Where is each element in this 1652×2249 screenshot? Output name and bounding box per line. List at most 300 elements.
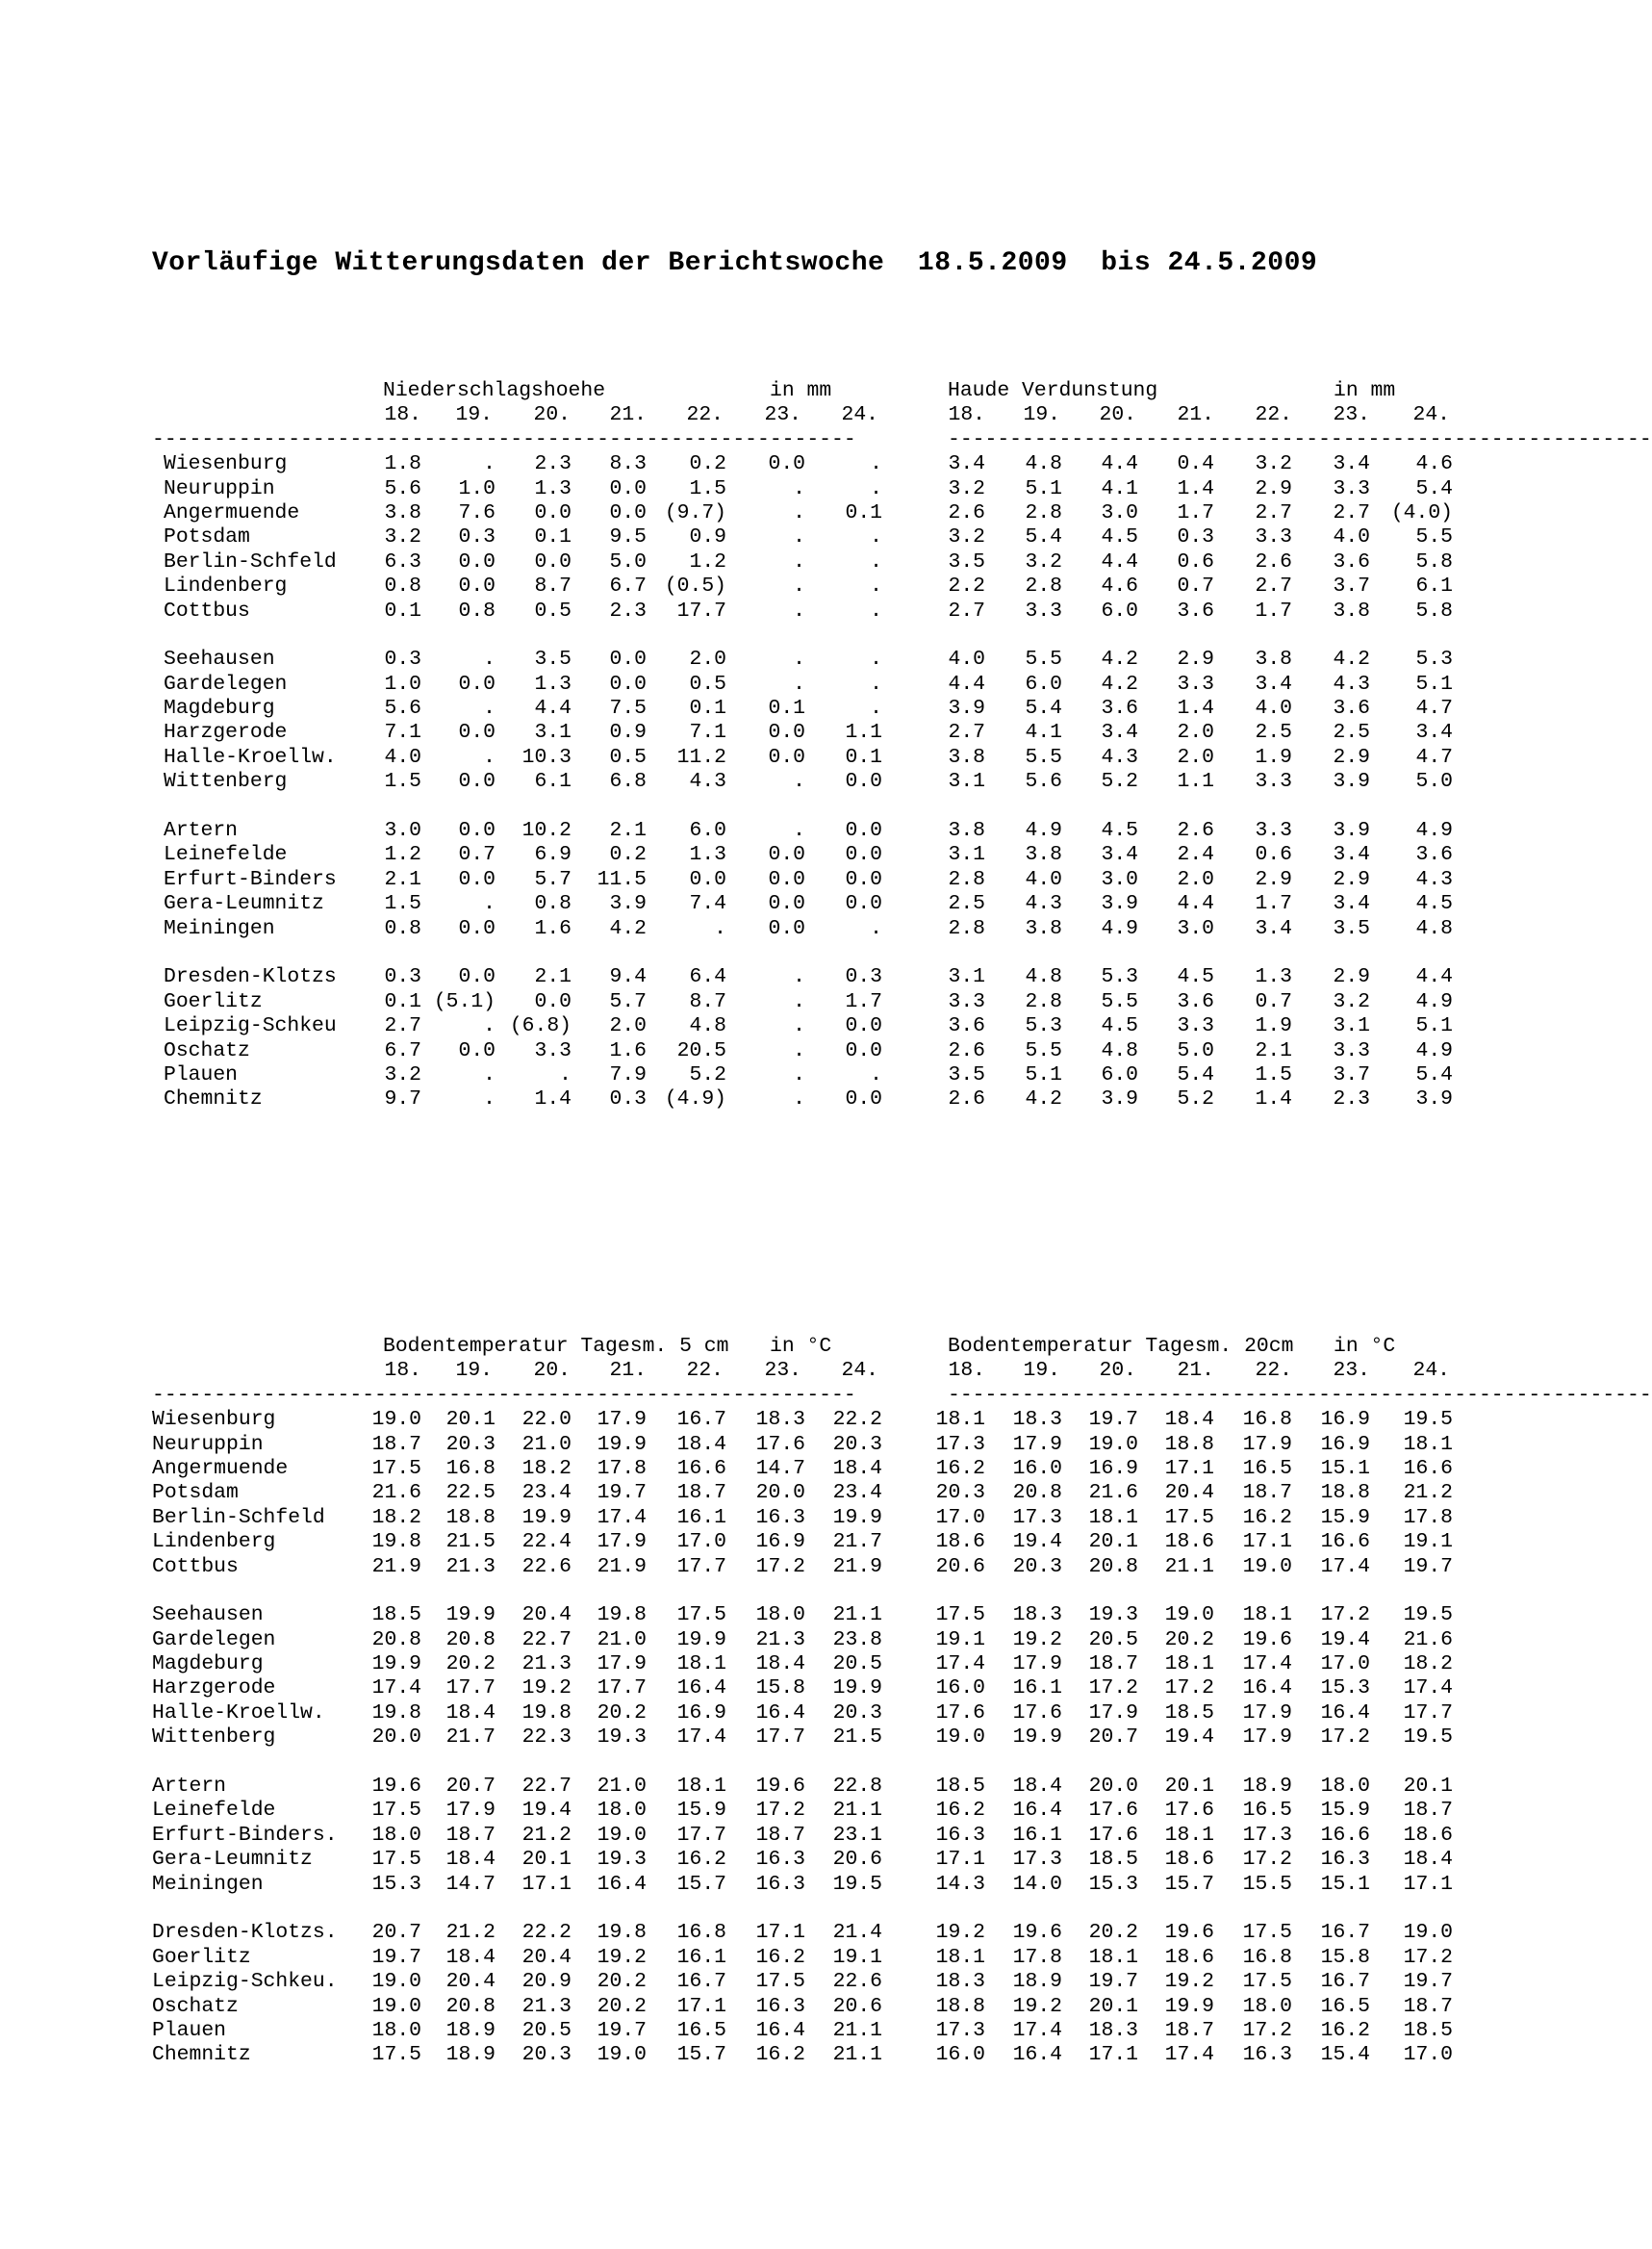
- value-cell: 0.1: [384, 989, 421, 1013]
- value-cell: 16.3: [755, 1872, 805, 1896]
- value-cell: 4.4: [1101, 549, 1138, 574]
- value-cell: 19.0: [597, 2043, 647, 2067]
- right-unit: in °C: [1334, 1335, 1396, 1358]
- table-row: [0, 477, 1590, 501]
- value-cell: 4.0: [1255, 697, 1292, 721]
- value-cell: 0.0: [768, 892, 805, 916]
- value-cell: 5.0: [1177, 1038, 1214, 1062]
- value-cell: 15.3: [1088, 1872, 1138, 1896]
- value-cell: 15.4: [1320, 2043, 1370, 2067]
- value-cell: 16.2: [1320, 2018, 1370, 2042]
- value-cell: 0.3: [1177, 525, 1214, 549]
- value-cell: 0.0: [609, 672, 647, 696]
- value-cell: 3.6: [1101, 697, 1138, 721]
- value-cell: 0.7: [1255, 989, 1292, 1013]
- value-cell: 3.3: [1177, 1014, 1214, 1038]
- value-cell: 19.8: [371, 1700, 421, 1725]
- value-cell: 19.0: [1403, 1921, 1453, 1945]
- day-header: 20.: [533, 403, 571, 427]
- value-cell: 2.9: [1333, 867, 1370, 891]
- value-cell: 3.6: [1333, 549, 1370, 574]
- value-cell: 2.8: [1025, 500, 1062, 524]
- value-cell: 17.4: [676, 1725, 726, 1750]
- left-caption: Bodentemperatur Tagesm. 5 cm: [383, 1335, 729, 1358]
- station-name: Cottbus: [164, 599, 250, 623]
- table-row: [0, 1725, 1590, 1750]
- value-cell: 16.3: [1320, 1848, 1370, 1872]
- value-cell: 20.1: [521, 1848, 572, 1872]
- table-row: [0, 1676, 1590, 1700]
- value-cell: 14.0: [1012, 1872, 1062, 1896]
- station-name: Oschatz: [152, 1994, 239, 2018]
- table-row: [0, 600, 1590, 624]
- value-cell: 5.2: [689, 1062, 726, 1086]
- value-cell: 4.5: [1415, 892, 1453, 916]
- right-caption: Haude Verdunstung: [948, 379, 1158, 402]
- value-cell: 21.7: [445, 1725, 496, 1750]
- value-cell: 20.5: [676, 1038, 726, 1062]
- value-cell: 17.4: [371, 1676, 421, 1700]
- value-cell: 19.6: [1242, 1627, 1292, 1651]
- value-cell: 0.0: [845, 770, 882, 794]
- value-cell: 21.3: [521, 1994, 572, 2018]
- value-cell: 19.9: [1164, 1994, 1214, 2018]
- value-cell: 17.5: [371, 1456, 421, 1480]
- value-cell: 11.5: [597, 867, 647, 891]
- caption-row: [0, 379, 1590, 403]
- value-cell: 18.7: [755, 1823, 805, 1847]
- value-cell: .: [483, 892, 496, 916]
- value-cell: 20.1: [1088, 1530, 1138, 1554]
- value-cell: 17.2: [1164, 1676, 1214, 1700]
- value-cell: 5.1: [1415, 672, 1453, 696]
- group-spacer: [0, 624, 1590, 648]
- value-cell: 16.1: [676, 1505, 726, 1529]
- station-name: Gera-Leumnitz: [152, 1848, 313, 1872]
- value-cell: 0.8: [458, 599, 496, 623]
- value-cell: 16.4: [755, 1700, 805, 1725]
- station-name: Neuruppin: [152, 1432, 264, 1456]
- value-cell: 3.6: [948, 1014, 985, 1038]
- value-cell: 7.4: [689, 892, 726, 916]
- value-cell: 0.0: [458, 916, 496, 940]
- value-cell: .: [870, 697, 882, 721]
- station-name: Chemnitz: [152, 2043, 251, 2067]
- value-cell: 22.2: [832, 1408, 882, 1432]
- value-cell: 3.0: [1177, 916, 1214, 940]
- value-cell: 5.1: [1025, 476, 1062, 500]
- value-cell: 20.4: [521, 1603, 572, 1627]
- value-cell: 22.7: [521, 1627, 572, 1651]
- value-cell: 1.9: [1255, 1014, 1292, 1038]
- value-cell: 18.4: [755, 1652, 805, 1676]
- left-unit: in °C: [770, 1335, 832, 1358]
- value-cell: 20.3: [832, 1700, 882, 1725]
- divider: ---------------------------------------------------------: [948, 427, 1652, 451]
- value-cell: .: [793, 1014, 805, 1038]
- value-cell: 17.9: [1242, 1700, 1292, 1725]
- value-cell: 1.1: [845, 721, 882, 745]
- value-cell: 5.4: [1025, 525, 1062, 549]
- value-cell: 1.4: [1255, 1087, 1292, 1112]
- value-cell: 16.2: [935, 1456, 985, 1480]
- value-cell: .: [483, 1014, 496, 1038]
- value-cell: (4.9): [664, 1087, 726, 1112]
- value-cell: 19.5: [1403, 1603, 1453, 1627]
- value-cell: 22.4: [521, 1530, 572, 1554]
- day-header: 23.: [1333, 403, 1370, 427]
- value-cell: 4.9: [1415, 1038, 1453, 1062]
- value-cell: 2.9: [1333, 965, 1370, 989]
- value-cell: 18.9: [1012, 1970, 1062, 1994]
- value-cell: (6.8): [509, 1014, 572, 1038]
- value-cell: 19.7: [371, 1945, 421, 1969]
- value-cell: 19.9: [371, 1652, 421, 1676]
- value-cell: 0.3: [458, 525, 496, 549]
- value-cell: 0.0: [768, 745, 805, 769]
- value-cell: 3.8: [1025, 916, 1062, 940]
- value-cell: 14.3: [935, 1872, 985, 1896]
- value-cell: 18.0: [1242, 1994, 1292, 2018]
- value-cell: 18.6: [1403, 1823, 1453, 1847]
- value-cell: 21.6: [371, 1481, 421, 1505]
- value-cell: 0.7: [1177, 575, 1214, 599]
- value-cell: .: [870, 916, 882, 940]
- value-cell: 0.0: [534, 500, 572, 524]
- day-header: 18.: [384, 403, 421, 427]
- value-cell: 21.5: [832, 1725, 882, 1750]
- value-cell: 4.8: [1415, 916, 1453, 940]
- value-cell: 20.3: [445, 1432, 496, 1456]
- value-cell: 17.2: [1320, 1725, 1370, 1750]
- value-cell: 4.5: [1177, 965, 1214, 989]
- value-cell: 16.6: [1320, 1530, 1370, 1554]
- station-name: Dresden-Klotzs.: [152, 1921, 338, 1945]
- value-cell: 17.4: [1242, 1652, 1292, 1676]
- value-cell: 2.6: [948, 500, 985, 524]
- day-header: 22.: [686, 403, 724, 427]
- precipitation-evaporation-table: [0, 379, 1652, 1112]
- value-cell: 19.4: [1320, 1627, 1370, 1651]
- value-cell: 21.6: [1088, 1481, 1138, 1505]
- value-cell: 20.2: [1088, 1921, 1138, 1945]
- value-cell: 0.0: [845, 867, 882, 891]
- value-cell: 19.6: [755, 1775, 805, 1799]
- value-cell: 20.1: [1403, 1775, 1453, 1799]
- value-cell: 18.1: [1088, 1945, 1138, 1969]
- value-cell: 19.9: [676, 1627, 726, 1651]
- value-cell: 11.2: [676, 745, 726, 769]
- station-name: Goerlitz: [152, 1945, 251, 1969]
- value-cell: 21.6: [1403, 1627, 1453, 1651]
- value-cell: 3.8: [1025, 843, 1062, 867]
- value-cell: 17.7: [676, 1823, 726, 1847]
- value-cell: 9.5: [609, 525, 647, 549]
- value-cell: 0.2: [689, 452, 726, 476]
- value-cell: 19.0: [1164, 1603, 1214, 1627]
- value-cell: 1.7: [1255, 599, 1292, 623]
- value-cell: 3.1: [1333, 1014, 1370, 1038]
- table-row: [0, 2043, 1590, 2067]
- table-row: [0, 575, 1590, 599]
- table-row: [0, 673, 1590, 697]
- value-cell: 0.0: [768, 843, 805, 867]
- value-cell: 19.7: [1088, 1408, 1138, 1432]
- value-cell: 20.6: [935, 1554, 985, 1578]
- station-name: Wiesenburg: [164, 452, 288, 476]
- table-row: [0, 1873, 1590, 1897]
- value-cell: 8.3: [609, 452, 647, 476]
- value-cell: 4.0: [384, 745, 421, 769]
- value-cell: 7.1: [384, 721, 421, 745]
- value-cell: 20.6: [832, 1994, 882, 2018]
- station-name: Wittenberg: [152, 1725, 276, 1750]
- value-cell: 18.4: [676, 1432, 726, 1456]
- station-name: Leinefelde: [164, 843, 288, 867]
- value-cell: 3.2: [1333, 989, 1370, 1013]
- value-cell: 20.2: [597, 1994, 647, 2018]
- value-cell: 4.3: [1333, 672, 1370, 696]
- value-cell: 19.8: [371, 1530, 421, 1554]
- value-cell: 3.1: [948, 965, 985, 989]
- value-cell: 19.7: [1088, 1970, 1138, 1994]
- value-cell: 3.9: [948, 697, 985, 721]
- value-cell: 3.8: [948, 745, 985, 769]
- value-cell: 19.3: [1088, 1603, 1138, 1627]
- value-cell: 18.4: [445, 1945, 496, 1969]
- value-cell: 17.5: [371, 1848, 421, 1872]
- value-cell: .: [483, 1087, 496, 1112]
- value-cell: 1.5: [689, 476, 726, 500]
- value-cell: 20.0: [755, 1481, 805, 1505]
- value-cell: 18.3: [755, 1408, 805, 1432]
- value-cell: 2.0: [1177, 745, 1214, 769]
- value-cell: 1.6: [609, 1038, 647, 1062]
- value-cell: 1.2: [384, 843, 421, 867]
- value-cell: 2.3: [609, 599, 647, 623]
- value-cell: 4.5: [1101, 525, 1138, 549]
- value-cell: 3.2: [948, 476, 985, 500]
- value-cell: 20.3: [832, 1432, 882, 1456]
- value-cell: 0.8: [384, 575, 421, 599]
- value-cell: 0.0: [609, 648, 647, 672]
- value-cell: 2.7: [384, 1014, 421, 1038]
- table-row: [0, 843, 1590, 867]
- value-cell: 21.4: [832, 1921, 882, 1945]
- value-cell: 0.0: [458, 965, 496, 989]
- day-header: 19.: [455, 403, 493, 427]
- value-cell: .: [793, 648, 805, 672]
- value-cell: 6.0: [1101, 599, 1138, 623]
- value-cell: 20.7: [371, 1921, 421, 1945]
- value-cell: 3.5: [534, 648, 572, 672]
- value-cell: 18.1: [1242, 1603, 1292, 1627]
- value-cell: 20.4: [1164, 1481, 1214, 1505]
- table-row: [0, 1775, 1590, 1799]
- value-cell: 2.0: [609, 1014, 647, 1038]
- value-cell: 16.4: [1012, 1799, 1062, 1823]
- value-cell: 20.2: [597, 1700, 647, 1725]
- value-cell: 17.8: [597, 1456, 647, 1480]
- value-cell: 17.4: [1403, 1676, 1453, 1700]
- value-cell: 18.4: [1403, 1848, 1453, 1872]
- value-cell: 17.0: [676, 1530, 726, 1554]
- value-cell: 21.3: [445, 1554, 496, 1578]
- value-cell: 19.0: [371, 1994, 421, 2018]
- value-cell: 10.3: [521, 745, 572, 769]
- value-cell: 16.7: [1320, 1970, 1370, 1994]
- value-cell: 17.7: [445, 1676, 496, 1700]
- value-cell: 17.5: [1242, 1921, 1292, 1945]
- value-cell: 17.1: [1088, 2043, 1138, 2067]
- value-cell: 5.7: [609, 989, 647, 1013]
- value-cell: 0.0: [458, 672, 496, 696]
- value-cell: .: [793, 965, 805, 989]
- value-cell: 16.7: [676, 1970, 726, 1994]
- day-header: 24.: [841, 1359, 878, 1383]
- station-name: Berlin-Schfeld: [152, 1505, 325, 1529]
- value-cell: 17.9: [597, 1530, 647, 1554]
- value-cell: 21.1: [832, 1603, 882, 1627]
- value-cell: 19.7: [1403, 1970, 1453, 1994]
- value-cell: 19.2: [597, 1945, 647, 1969]
- value-cell: (9.7): [664, 500, 726, 524]
- value-cell: 2.5: [1255, 721, 1292, 745]
- value-cell: 16.7: [1320, 1921, 1370, 1945]
- station-name: Halle-Kroellw.: [164, 745, 337, 769]
- value-cell: 17.5: [371, 2043, 421, 2067]
- value-cell: 3.9: [1101, 1087, 1138, 1112]
- table-row: [0, 1039, 1590, 1063]
- value-cell: 4.4: [1101, 452, 1138, 476]
- value-cell: 0.0: [458, 819, 496, 843]
- value-cell: 3.3: [1333, 1038, 1370, 1062]
- value-cell: 22.2: [521, 1921, 572, 1945]
- value-cell: 19.0: [371, 1408, 421, 1432]
- value-cell: 18.6: [1164, 1848, 1214, 1872]
- value-cell: 18.9: [445, 2018, 496, 2042]
- value-cell: 19.5: [832, 1872, 882, 1896]
- group-spacer: [0, 1579, 1590, 1603]
- value-cell: 7.5: [609, 697, 647, 721]
- value-cell: 19.3: [597, 1848, 647, 1872]
- value-cell: 1.3: [534, 672, 572, 696]
- value-cell: 20.1: [1164, 1775, 1214, 1799]
- value-cell: 4.2: [1101, 648, 1138, 672]
- value-cell: 1.8: [384, 452, 421, 476]
- value-cell: 5.4: [1415, 1062, 1453, 1086]
- value-cell: 19.1: [935, 1627, 985, 1651]
- value-cell: 22.7: [521, 1775, 572, 1799]
- value-cell: .: [870, 599, 882, 623]
- station-name: Erfurt-Binders.: [152, 1823, 338, 1847]
- caption-row: [0, 1335, 1590, 1359]
- value-cell: 21.9: [371, 1554, 421, 1578]
- station-name: Potsdam: [152, 1481, 239, 1505]
- station-name: Dresden-Klotzs: [164, 965, 337, 989]
- value-cell: 17.2: [1088, 1676, 1138, 1700]
- value-cell: 5.5: [1101, 989, 1138, 1013]
- table-row: [0, 1799, 1590, 1823]
- value-cell: 5.1: [1025, 1062, 1062, 1086]
- value-cell: 1.6: [534, 916, 572, 940]
- table-row: [0, 1946, 1590, 1970]
- value-cell: 19.5: [1403, 1725, 1453, 1750]
- value-cell: 19.0: [1088, 1432, 1138, 1456]
- value-cell: (4.0): [1390, 500, 1453, 524]
- table-row: [0, 1530, 1590, 1554]
- value-cell: 1.9: [1255, 745, 1292, 769]
- value-cell: 3.9: [1333, 819, 1370, 843]
- value-cell: 3.1: [534, 721, 572, 745]
- table-row: [0, 2019, 1590, 2043]
- value-cell: 5.2: [1101, 770, 1138, 794]
- value-cell: 19.2: [1012, 1994, 1062, 2018]
- table-row: [0, 1995, 1590, 2019]
- value-cell: 19.0: [1242, 1554, 1292, 1578]
- value-cell: .: [870, 575, 882, 599]
- value-cell: 17.0: [1320, 1652, 1370, 1676]
- divider: ---------------------------------------------------------: [152, 1383, 856, 1407]
- station-name: Plauen: [152, 2018, 227, 2042]
- station-name: Oschatz: [164, 1038, 250, 1062]
- value-cell: 20.8: [371, 1627, 421, 1651]
- value-cell: 17.4: [935, 1652, 985, 1676]
- value-cell: 4.3: [1415, 867, 1453, 891]
- value-cell: 4.3: [1101, 745, 1138, 769]
- value-cell: 0.9: [609, 721, 647, 745]
- value-cell: 3.4: [1333, 892, 1370, 916]
- value-cell: .: [559, 1062, 572, 1086]
- value-cell: 21.1: [1164, 1554, 1214, 1578]
- value-cell: 0.0: [534, 989, 572, 1013]
- value-cell: 17.6: [755, 1432, 805, 1456]
- value-cell: 19.0: [935, 1725, 985, 1750]
- value-cell: 17.4: [1164, 2043, 1214, 2067]
- value-cell: .: [483, 648, 496, 672]
- value-cell: 0.5: [609, 745, 647, 769]
- day-header: 20.: [533, 1359, 571, 1383]
- table-row: [0, 648, 1590, 672]
- value-cell: 0.0: [458, 1038, 496, 1062]
- value-cell: 16.3: [755, 1848, 805, 1872]
- value-cell: 0.0: [534, 549, 572, 574]
- station-name: Seehausen: [152, 1603, 264, 1627]
- value-cell: 16.4: [1012, 2043, 1062, 2067]
- value-cell: 18.5: [1164, 1700, 1214, 1725]
- value-cell: 5.3: [1101, 965, 1138, 989]
- value-cell: 21.2: [445, 1921, 496, 1945]
- value-cell: 19.9: [1012, 1725, 1062, 1750]
- value-cell: 21.5: [445, 1530, 496, 1554]
- value-cell: 18.1: [935, 1408, 985, 1432]
- day-header: 22.: [1255, 1359, 1292, 1383]
- value-cell: .: [793, 989, 805, 1013]
- value-cell: 2.9: [1255, 867, 1292, 891]
- value-cell: 17.5: [755, 1970, 805, 1994]
- value-cell: 4.8: [1025, 965, 1062, 989]
- table-row: [0, 990, 1590, 1014]
- value-cell: 15.9: [1320, 1799, 1370, 1823]
- value-cell: 3.1: [948, 843, 985, 867]
- station-name: Meiningen: [152, 1872, 264, 1896]
- value-cell: 6.0: [1025, 672, 1062, 696]
- value-cell: 19.4: [1164, 1725, 1214, 1750]
- day-header: 19.: [1023, 403, 1060, 427]
- table-row: [0, 1824, 1590, 1848]
- value-cell: 17.3: [1012, 1505, 1062, 1529]
- value-cell: 16.9: [1320, 1432, 1370, 1456]
